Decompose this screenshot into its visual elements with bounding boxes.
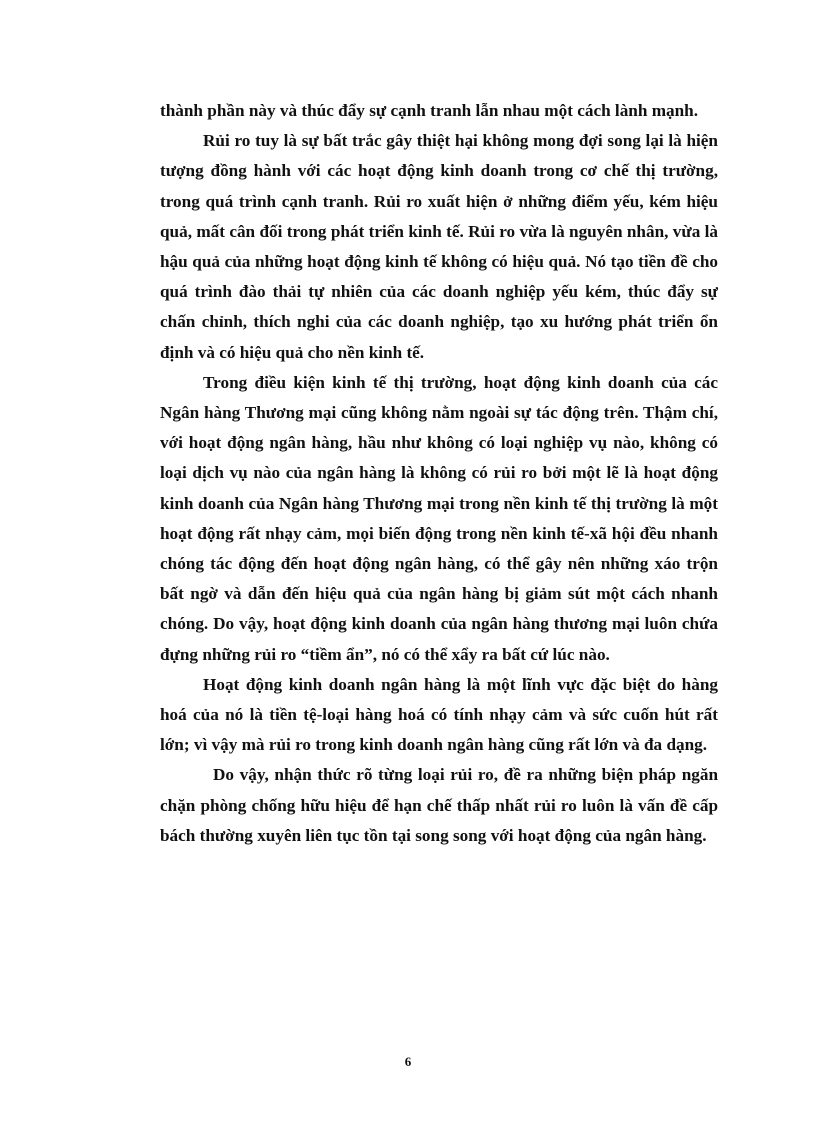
paragraph-conclusion: Do vậy, nhận thức rõ từng loại rủi ro, đề ra những biện pháp ngăn chặn phòng chống hữu hiệu để hạn chế thấp nhất rủi ro luôn là vấn đề cấp bách thường xuyên liên tục tồn tại song song với hoạt động của ngân hàng. (160, 765, 718, 845)
paragraph-bank-risk: Trong điều kiện kinh tế thị trường, hoạt động kinh doanh của các Ngân hàng Thương mại cũng không nằm ngoài sự tác động trên. Thậm chí, với hoạt động ngân hàng, hầu như không có loại nghiệp vụ nào, không có loại dịch vụ nào của ngân hàng là không có rủi ro bởi một lẽ là hoạt động kinh doanh của Ngân hàng Thương mại trong nền kinh tế thị trường là một hoạt động rất nhạy cảm, mọi biến động trong nền kinh tế-xã hội đều nhanh chóng tác động đến hoạt động ngân hàng, có thể gây nên những xáo trộn bất ngờ và dẫn đến hiệu quả của ngân hàng bị giảm sút một cách nhanh chóng. Do vậy, hoạt động kinh doanh của ngân hàng thương mại luôn chứa đựng những rủi ro “tiềm ẩn”, nó có thể xẩy ra bất cứ lúc nào. (160, 372, 718, 664)
paragraph-banking-business: Hoạt động kinh doanh ngân hàng là một lĩnh vực đặc biệt do hàng hoá của nó là tiền tệ-loại hàng hoá có tính nhạy cảm và sức cuốn hút rất lớn; vì vậy mà rủi ro trong kinh doanh ngân hàng cũng rất lớn và đa dạng. (160, 674, 718, 755)
page-number: 6 (404, 1054, 412, 1069)
body-text (160, 96, 718, 851)
paragraph-risk-definition: Rủi ro tuy là sự bất trắc gây thiệt hại không mong đợi song lại là hiện tượng đồng hành với các hoạt động kinh doanh trong cơ chế thị trường, trong quá trình cạnh tranh. Rủi ro xuất hiện ở những điểm yếu, kém hiệu quả, mất cân đối trong phát triển kinh tế. Rủi ro vừa là nguyên nhân, vừa là hậu quả của những hoạt động kinh tế không có hiệu quả. Nó tạo tiền đề cho quá trình đào thải tự nhiên của các doanh nghiệp yếu kém, thúc đẩy sự chấn chỉnh, thích nghi của các doanh nghiệp, tạo xu hướng phát triển ổn định và có hiệu quả cho nền kinh tế. (160, 131, 718, 362)
paragraph-continuation: thành phần này và thúc đẩy sự cạnh tranh lẫn nhau một cách lành mạnh. (160, 101, 699, 120)
